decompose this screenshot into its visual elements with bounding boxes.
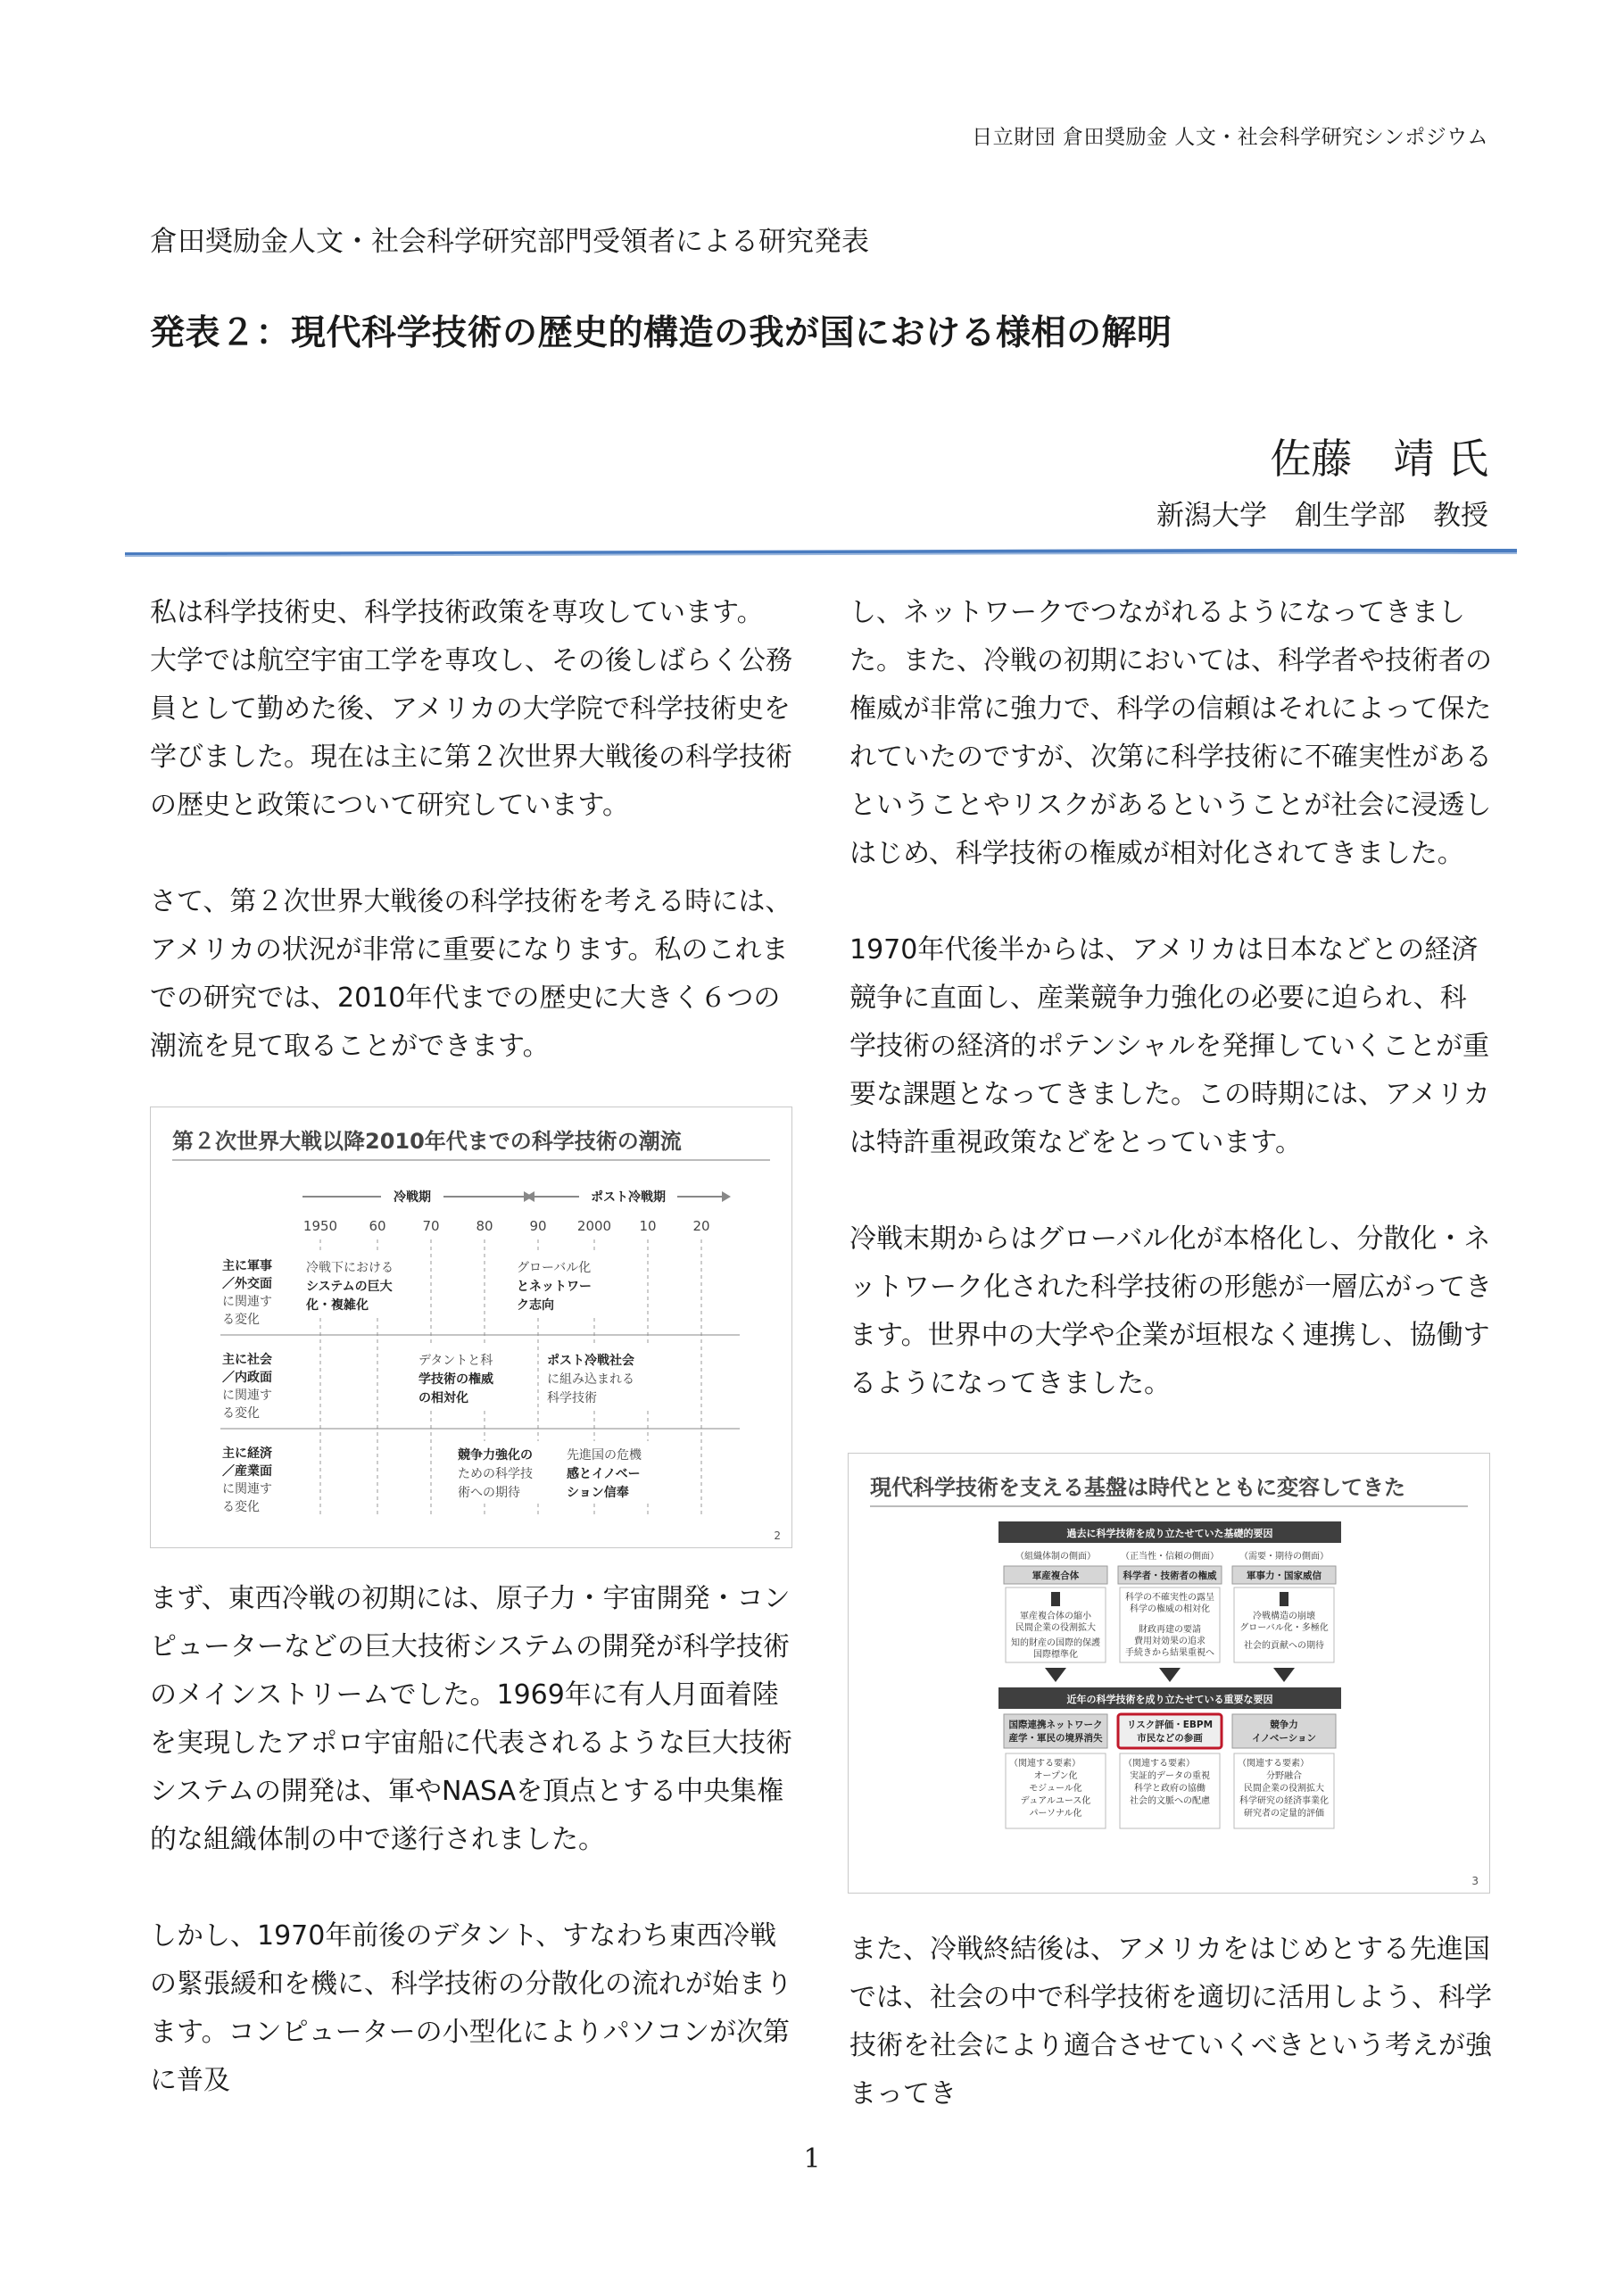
tick-label: 20 [692, 1218, 710, 1234]
svg-text:（需要・期待の側面）: （需要・期待の側面） [1239, 1552, 1329, 1562]
tick-label: 10 [639, 1218, 657, 1234]
svg-text:科学の不確実性の露呈: 科学の不確実性の露呈 [1125, 1593, 1214, 1603]
tick-label: 60 [369, 1218, 386, 1234]
svg-text:競争力強化の: 競争力強化の [458, 1448, 533, 1463]
svg-text:科学技術: 科学技術 [547, 1391, 597, 1405]
svg-text:（関連する要素）: （関連する要素） [1238, 1759, 1309, 1769]
svg-text:術への期待: 術への期待 [458, 1486, 520, 1500]
trend-box [513, 1254, 611, 1316]
svg-text:先進国の危機: 先進国の危機 [567, 1448, 642, 1463]
svg-text:デタントと科: デタントと科 [418, 1354, 493, 1368]
svg-text:国際連携ネットワーク: 国際連携ネットワーク [1008, 1720, 1103, 1730]
trend-box [563, 1441, 667, 1504]
svg-text:民間企業の役割拡大: 民間企業の役割拡大 [1244, 1784, 1324, 1794]
series-label: 倉田奨励金人文・社会科学研究部門受領者による研究発表 [150, 226, 869, 258]
svg-text:科学と政府の協働: 科学と政府の協働 [1134, 1784, 1206, 1794]
slide-page-number: 2 [774, 1529, 781, 1542]
svg-text:る変化: る変化 [222, 1313, 260, 1327]
paragraph: さて、第２次世界大戦後の科学技術を考える時には、アメリカの状況が非常に重要になります。私のこれまでの研究では、2010年代までの歴史に大きく６つの潮流を見て取ることができます。 [150, 886, 792, 1062]
svg-text:ク志向: ク志向 [517, 1298, 554, 1313]
trend-box [454, 1441, 552, 1504]
svg-text:実証的データの重視: 実証的データの重視 [1130, 1771, 1210, 1781]
tick-label: 90 [529, 1218, 547, 1234]
bottom-header: 近年の科学技術を成り立たせている重要な要因 [1066, 1694, 1273, 1705]
right-column [849, 589, 1492, 1456]
svg-text:民間企業の役割拡大: 民間企業の役割拡大 [1015, 1623, 1096, 1633]
svg-text:／産業面: ／産業面 [222, 1464, 272, 1479]
svg-text:（関連する要素）: （関連する要素） [1009, 1759, 1081, 1769]
trend-box [543, 1347, 658, 1409]
svg-text:／内政面: ／内政面 [222, 1371, 272, 1385]
paragraph: し、ネットワークでつながれるようになってきました。また、冷戦の初期においては、科学者や技術者の権威が非常に強力で、科学の信頼はそれによって保たれていたのですが、次第に科学技術に不確実性があるということやリスクがあるということが社会に浸透しはじめ、科学技術の権威が相対化されてきました。 [849, 597, 1492, 869]
svg-text:国際標準化: 国際標準化 [1033, 1650, 1078, 1660]
page-title: 発表２：現代科学技術の歴史的構造の我が国における様相の解明 [150, 313, 1172, 353]
factor-network [1004, 1714, 1107, 1748]
svg-text:に関連す: に関連す [222, 1295, 272, 1309]
svg-text:オープン化: オープン化 [1033, 1771, 1078, 1781]
svg-text:分野融合: 分野融合 [1266, 1771, 1302, 1781]
svg-text:ための科学技: ための科学技 [458, 1467, 533, 1481]
svg-text:ポスト冷戦社会: ポスト冷戦社会 [547, 1354, 634, 1368]
svg-text:感とイノベー: 感とイノベー [567, 1467, 641, 1481]
svg-text:パーソナル化: パーソナル化 [1029, 1809, 1082, 1819]
trend-box [302, 1254, 411, 1316]
svg-text:る変化: る変化 [222, 1500, 260, 1514]
svg-text:システムの巨大: システムの巨大 [306, 1280, 393, 1294]
svg-text:財政再建の要請: 財政再建の要請 [1139, 1625, 1201, 1635]
tick-label: 1950 [302, 1218, 338, 1234]
svg-text:産学・軍民の境界消失: 産学・軍民の境界消失 [1008, 1733, 1103, 1744]
svg-text:主に経済: 主に経済 [222, 1446, 272, 1461]
paragraph: 冷戦末期からはグローバル化が本格化し、分散化・ネットワーク化された科学技術の形態が一層広がってきます。世界中の大学や企業が垣根なく連携し、協働するようになってきました。 [849, 1223, 1492, 1399]
slide-title: 第２次世界大戦以降2010年代までの科学技術の潮流 [172, 1129, 682, 1154]
svg-text:主に社会: 主に社会 [222, 1353, 272, 1367]
paragraph: 1970年代後半からは、アメリカは日本などとの経済競争に直面し、産業競争力強化の必要に迫られ、科学技術の経済的ポテンシャルを発揮していくことが重要な課題となってきました。この時期には、アメリカは特許重視政策などをとっています。 [849, 934, 1490, 1158]
svg-text:費用対効果の追求: 費用対効果の追求 [1134, 1637, 1206, 1646]
svg-text:モジュール化: モジュール化 [1029, 1784, 1082, 1794]
slide-page-number: 3 [1471, 1875, 1479, 1887]
svg-text:デュアルユース化: デュアルユース化 [1020, 1796, 1091, 1806]
svg-text:ション信奉: ション信奉 [567, 1486, 629, 1500]
paragraph: まず、東西冷戦の初期には、原子力・宇宙開発・コンピューターなどの巨大技術システムの開発が科学技術のメインストリームでした。1969年に有人月面着陸を実現したアポロ宇宙船に代表されるような巨大技術システムの開発は、軍やNASAを頂点とする中央集権的な組織体制の中で遂行されました。 [150, 1583, 792, 1855]
svg-text:冷戦構造の崩壊: 冷戦構造の崩壊 [1253, 1612, 1315, 1621]
svg-text:科学の権威の相対化: 科学の権威の相対化 [1130, 1604, 1210, 1614]
slide-title: 現代科学技術を支える基盤は時代とともに変容してきた [870, 1475, 1405, 1500]
tick-label: 80 [476, 1218, 493, 1234]
svg-text:グローバル化・多極化: グローバル化・多極化 [1239, 1623, 1329, 1633]
svg-text:社会的貢献への期待: 社会的貢献への期待 [1244, 1641, 1324, 1651]
slide-trends [150, 1107, 792, 1548]
speaker-affiliation: 新潟大学 創生学部 教授 [1156, 500, 1488, 532]
row-label-economic [222, 1446, 272, 1514]
svg-text:軍産複合体の縮小: 軍産複合体の縮小 [1020, 1612, 1091, 1621]
speaker-name: 佐藤 靖 氏 [1270, 435, 1488, 483]
svg-text:競争力: 競争力 [1270, 1720, 1298, 1730]
paragraph: しかし、1970年前後のデタント、すなわち東西冷戦の緊張緩和を機に、科学技術の分散化の流れが始まります。コンピューターの小型化によりパソコンが次第に普及 [150, 1920, 792, 2096]
foundation-diagram [849, 1454, 1490, 1894]
trend-box [415, 1347, 517, 1409]
svg-text:科学者・技術者の権威: 科学者・技術者の権威 [1123, 1571, 1217, 1581]
factor-risk [1118, 1714, 1222, 1748]
related-risk [1120, 1753, 1220, 1828]
svg-text:に関連す: に関連す [222, 1388, 272, 1403]
svg-text:市民などの参画: 市民などの参画 [1137, 1733, 1203, 1744]
svg-text:研究者の定量的評価: 研究者の定量的評価 [1244, 1809, 1324, 1819]
svg-text:の相対化: の相対化 [418, 1391, 468, 1405]
column-legitimacy [1118, 1550, 1222, 1682]
left-column-continued [150, 1575, 801, 2153]
header-rule [125, 548, 1517, 559]
trend-diagram [151, 1107, 792, 1548]
svg-text:科学研究の経済事業化: 科学研究の経済事業化 [1239, 1796, 1329, 1806]
svg-text:（組織体制の側面）: （組織体制の側面） [1015, 1552, 1096, 1562]
svg-text:る変化: る変化 [222, 1406, 260, 1421]
svg-text:／外交面: ／外交面 [222, 1277, 272, 1291]
related-competitiveness [1234, 1753, 1334, 1828]
top-header: 過去に科学技術を成り立たせていた基礎的要因 [1066, 1528, 1273, 1539]
row-label-military [222, 1258, 272, 1327]
left-column [150, 589, 801, 1119]
paragraph: 私は科学技術史、科学技術政策を専攻しています。 大学では航空宇宙工学を専攻し、その後しばらく公務員として勤めた後、アメリカの大学院で科学技術史を学びました。現在は主に第２次世界大戦後の科学技術の歴史と政策について研究しています。 [150, 597, 792, 821]
svg-text:化・複雑化: 化・複雑化 [306, 1298, 369, 1313]
svg-text:軍産複合体: 軍産複合体 [1032, 1571, 1080, 1581]
svg-text:社会的文脈への配慮: 社会的文脈への配慮 [1130, 1796, 1210, 1806]
svg-text:学技術の権威: 学技術の権威 [418, 1372, 493, 1387]
year-ticks [303, 1218, 710, 1234]
header-org: 日立財団 倉田奨励金 人文・社会科学研究シンポジウム [972, 126, 1488, 149]
svg-text:（関連する要素）: （関連する要素） [1123, 1759, 1195, 1769]
svg-text:リスク評価・EBPM: リスク評価・EBPM [1126, 1720, 1214, 1730]
svg-text:手続きから結果重視へ: 手続きから結果重視へ [1125, 1648, 1214, 1658]
svg-text:軍事力・国家威信: 軍事力・国家威信 [1247, 1571, 1322, 1581]
column-organization [1004, 1550, 1107, 1682]
svg-text:（正当性・信頼の側面）: （正当性・信頼の側面） [1121, 1552, 1219, 1562]
right-column-continued [849, 1926, 1492, 2167]
svg-text:イノベーション: イノベーション [1251, 1733, 1317, 1744]
svg-text:に組み込まれる: に組み込まれる [547, 1372, 634, 1387]
svg-text:とネットワー: とネットワー [517, 1280, 592, 1294]
paragraph: また、冷戦終結後は、アメリカをはじめとする先進国では、社会の中で科学技術を適切に活用しよう、科学技術を社会により適合させていくべきという考えが強まってき [849, 1934, 1492, 2110]
tick-label: 70 [422, 1218, 440, 1234]
svg-text:に関連す: に関連す [222, 1482, 272, 1496]
column-demand [1232, 1550, 1336, 1682]
row-label-social [222, 1352, 272, 1421]
factor-competitiveness [1232, 1714, 1336, 1748]
period-cold-war: 冷戦期 [394, 1190, 431, 1205]
slide-foundations [848, 1453, 1490, 1894]
tick-label: 2000 [576, 1218, 612, 1234]
svg-text:知的財産の国際的保護: 知的財産の国際的保護 [1011, 1638, 1100, 1648]
svg-text:グローバル化: グローバル化 [517, 1261, 592, 1275]
svg-text:冷戦下における: 冷戦下における [306, 1261, 394, 1275]
svg-text:主に軍事: 主に軍事 [222, 1259, 272, 1273]
related-network [1006, 1753, 1106, 1828]
period-post-cold-war: ポスト冷戦期 [591, 1190, 666, 1205]
page-number: 1 [803, 2143, 821, 2175]
